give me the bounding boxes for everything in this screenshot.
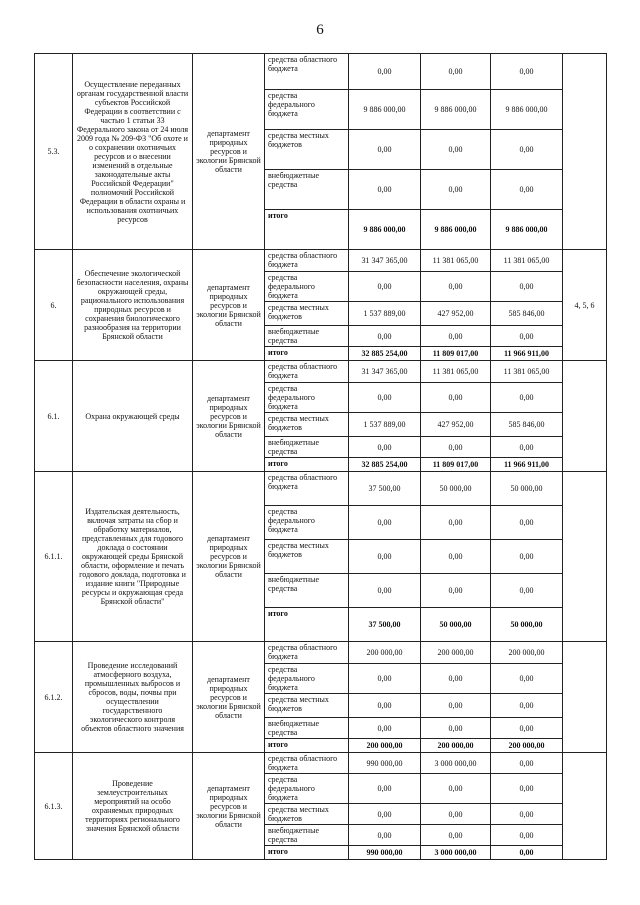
funding-source: средства федерального бюджета xyxy=(265,383,349,413)
value-year-3: 11 966 911,00 xyxy=(491,458,563,472)
value-year-3: 0,00 xyxy=(491,574,563,608)
value-year-2: 9 886 000,00 xyxy=(421,90,491,130)
funding-source: средства федерального бюджета xyxy=(265,774,349,804)
row-number: 6.1.2. xyxy=(35,642,73,753)
value-year-1: 0,00 xyxy=(349,540,421,574)
table-row xyxy=(35,642,607,664)
row-number: 6. xyxy=(35,250,73,361)
row-number: 5.3. xyxy=(35,54,73,250)
value-year-2: 9 886 000,00 xyxy=(421,210,491,250)
executor: департамент природных ресурсов и экологии Брянской области xyxy=(193,361,265,472)
measure-name: Осуществление переданных органам государственной власти субъектов Российской Федерации в соответствии с частью 1 статьи 33 Федерального закона от 24 июля 2009 года № 209-ФЗ "Об охоте и о сохранении охотничьих ресурсов и о внесении изменений в отдельные законодательные акты Российской Федерации" полномочий Российской Федерации в области охраны и использования охотничьих ресурсов xyxy=(73,54,193,250)
funding-source: средства областного бюджета xyxy=(265,361,349,383)
program-table xyxy=(34,53,607,860)
value-year-2: 427 952,00 xyxy=(421,413,491,437)
value-year-1: 32 885 254,00 xyxy=(349,458,421,472)
value-year-1: 990 000,00 xyxy=(349,753,421,774)
value-year-1: 0,00 xyxy=(349,326,421,347)
value-year-1: 200 000,00 xyxy=(349,739,421,753)
value-year-2: 0,00 xyxy=(421,506,491,540)
value-year-2: 11 809 017,00 xyxy=(421,458,491,472)
value-year-2: 0,00 xyxy=(421,804,491,825)
funding-source: итого xyxy=(265,846,349,860)
value-year-2: 0,00 xyxy=(421,718,491,739)
value-year-3: 0,00 xyxy=(491,383,563,413)
value-year-1: 9 886 000,00 xyxy=(349,210,421,250)
funding-source: внебюджетные средства xyxy=(265,437,349,458)
value-year-3: 200 000,00 xyxy=(491,739,563,753)
funding-source: средства местных бюджетов xyxy=(265,540,349,574)
value-year-2: 200 000,00 xyxy=(421,739,491,753)
value-year-3: 11 381 065,00 xyxy=(491,250,563,272)
funding-source: средства местных бюджетов xyxy=(265,302,349,326)
value-year-1: 990 000,00 xyxy=(349,846,421,860)
value-year-2: 3 000 000,00 xyxy=(421,753,491,774)
value-year-2: 11 381 065,00 xyxy=(421,361,491,383)
value-year-3: 11 966 911,00 xyxy=(491,347,563,361)
value-year-1: 0,00 xyxy=(349,170,421,210)
value-year-1: 0,00 xyxy=(349,383,421,413)
value-year-3: 0,00 xyxy=(491,664,563,694)
value-year-1: 0,00 xyxy=(349,694,421,718)
value-year-2: 0,00 xyxy=(421,825,491,846)
value-year-1: 37 500,00 xyxy=(349,472,421,506)
value-year-2: 50 000,00 xyxy=(421,472,491,506)
funding-source: средства областного бюджета xyxy=(265,472,349,506)
value-year-3: 50 000,00 xyxy=(491,608,563,642)
funding-source: средства областного бюджета xyxy=(265,642,349,664)
value-year-3: 0,00 xyxy=(491,170,563,210)
value-year-3: 585 846,00 xyxy=(491,413,563,437)
value-year-3: 9 886 000,00 xyxy=(491,90,563,130)
value-year-2: 0,00 xyxy=(421,774,491,804)
funding-source: внебюджетные средства xyxy=(265,326,349,347)
measure-name: Охрана окружающей среды xyxy=(73,361,193,472)
value-year-1: 31 347 365,00 xyxy=(349,250,421,272)
value-year-1: 0,00 xyxy=(349,130,421,170)
value-year-2: 0,00 xyxy=(421,574,491,608)
row-number: 6.1.3. xyxy=(35,753,73,860)
value-year-1: 0,00 xyxy=(349,437,421,458)
funding-source: средства федерального бюджета xyxy=(265,664,349,694)
value-year-2: 200 000,00 xyxy=(421,642,491,664)
table-row xyxy=(35,54,607,90)
funding-source: внебюджетные средства xyxy=(265,825,349,846)
value-year-3: 0,00 xyxy=(491,437,563,458)
funding-source: итого xyxy=(265,210,349,250)
funding-source: внебюджетные средства xyxy=(265,718,349,739)
value-year-3: 9 886 000,00 xyxy=(491,210,563,250)
funding-source: внебюджетные средства xyxy=(265,574,349,608)
value-year-2: 0,00 xyxy=(421,437,491,458)
indicator-refs xyxy=(563,54,607,250)
measure-name: Издательская деятельность, включая затраты на сбор и обработку материалов, представленных для годового доклада о состоянии окружающей среды Брянской области, оформление и печать годового доклада, подготовка и издание книги "Природные ресурсы и окружающая среда Брянской области" xyxy=(73,472,193,642)
value-year-1: 32 885 254,00 xyxy=(349,347,421,361)
measure-name: Проведение исследований атмосферного воздуха, промышленных выбросов и сбросов, воды, почвы при осуществлении государственного экологического контроля объектов областного значения xyxy=(73,642,193,753)
value-year-3: 50 000,00 xyxy=(491,472,563,506)
table-row xyxy=(35,472,607,506)
value-year-2: 0,00 xyxy=(421,130,491,170)
value-year-2: 0,00 xyxy=(421,664,491,694)
indicator-refs xyxy=(563,472,607,642)
executor: департамент природных ресурсов и экологии Брянской области xyxy=(193,54,265,250)
value-year-2: 427 952,00 xyxy=(421,302,491,326)
indicator-refs xyxy=(563,361,607,472)
value-year-2: 0,00 xyxy=(421,272,491,302)
funding-source: средства местных бюджетов xyxy=(265,413,349,437)
value-year-2: 11 381 065,00 xyxy=(421,250,491,272)
value-year-2: 0,00 xyxy=(421,170,491,210)
value-year-3: 0,00 xyxy=(491,753,563,774)
value-year-1: 1 537 889,00 xyxy=(349,413,421,437)
executor: департамент природных ресурсов и экологии Брянской области xyxy=(193,250,265,361)
value-year-1: 0,00 xyxy=(349,718,421,739)
value-year-1: 0,00 xyxy=(349,664,421,694)
value-year-1: 0,00 xyxy=(349,54,421,90)
value-year-3: 0,00 xyxy=(491,272,563,302)
executor: департамент природных ресурсов и экологии Брянской области xyxy=(193,642,265,753)
funding-source: средства местных бюджетов xyxy=(265,804,349,825)
funding-source: средства областного бюджета xyxy=(265,753,349,774)
value-year-3: 0,00 xyxy=(491,130,563,170)
value-year-1: 0,00 xyxy=(349,272,421,302)
value-year-2: 50 000,00 xyxy=(421,608,491,642)
value-year-3: 0,00 xyxy=(491,54,563,90)
measure-name: Обеспечение экологической безопасности населения, охраны окружающей среды, рационального использования природных ресурсов и сохранения биологического разнообразия на территории Брянской области xyxy=(73,250,193,361)
table-row xyxy=(35,361,607,383)
funding-source: средства областного бюджета xyxy=(265,250,349,272)
value-year-1: 0,00 xyxy=(349,825,421,846)
value-year-3: 11 381 065,00 xyxy=(491,361,563,383)
value-year-2: 0,00 xyxy=(421,383,491,413)
table-body xyxy=(35,54,607,860)
value-year-3: 0,00 xyxy=(491,804,563,825)
funding-source: средства местных бюджетов xyxy=(265,694,349,718)
value-year-2: 11 809 017,00 xyxy=(421,347,491,361)
row-number: 6.1. xyxy=(35,361,73,472)
value-year-2: 0,00 xyxy=(421,54,491,90)
page-number: 6 xyxy=(316,22,324,38)
funding-source: средства федерального бюджета xyxy=(265,506,349,540)
funding-source: средства федерального бюджета xyxy=(265,272,349,302)
value-year-3: 0,00 xyxy=(491,506,563,540)
value-year-3: 0,00 xyxy=(491,326,563,347)
indicator-refs xyxy=(563,642,607,753)
funding-source: итого xyxy=(265,347,349,361)
measure-name: Проведение землеустроительных мероприятий на особо охраняемых природных территориях регионального значения Брянской области xyxy=(73,753,193,860)
funding-source: внебюджетные средства xyxy=(265,170,349,210)
value-year-2: 3 000 000,00 xyxy=(421,846,491,860)
value-year-1: 1 537 889,00 xyxy=(349,302,421,326)
value-year-1: 37 500,00 xyxy=(349,608,421,642)
table-row xyxy=(35,753,607,774)
value-year-1: 0,00 xyxy=(349,804,421,825)
funding-source: итого xyxy=(265,739,349,753)
value-year-1: 0,00 xyxy=(349,574,421,608)
value-year-3: 200 000,00 xyxy=(491,642,563,664)
table-row xyxy=(35,250,607,272)
funding-source: итого xyxy=(265,608,349,642)
funding-source: итого xyxy=(265,458,349,472)
value-year-3: 0,00 xyxy=(491,774,563,804)
value-year-3: 0,00 xyxy=(491,540,563,574)
executor: департамент природных ресурсов и экологии Брянской области xyxy=(193,753,265,860)
funding-source: средства местных бюджетов xyxy=(265,130,349,170)
value-year-2: 0,00 xyxy=(421,694,491,718)
value-year-2: 0,00 xyxy=(421,540,491,574)
value-year-1: 200 000,00 xyxy=(349,642,421,664)
indicator-refs xyxy=(563,753,607,860)
value-year-3: 585 846,00 xyxy=(491,302,563,326)
funding-source: средства областного бюджета xyxy=(265,54,349,90)
value-year-1: 0,00 xyxy=(349,506,421,540)
executor: департамент природных ресурсов и экологии Брянской области xyxy=(193,472,265,642)
indicator-refs: 4, 5, 6 xyxy=(563,250,607,361)
value-year-1: 0,00 xyxy=(349,774,421,804)
funding-source: средства федерального бюджета xyxy=(265,90,349,130)
value-year-1: 9 886 000,00 xyxy=(349,90,421,130)
value-year-3: 0,00 xyxy=(491,825,563,846)
value-year-1: 31 347 365,00 xyxy=(349,361,421,383)
value-year-2: 0,00 xyxy=(421,326,491,347)
value-year-3: 0,00 xyxy=(491,846,563,860)
value-year-3: 0,00 xyxy=(491,718,563,739)
value-year-3: 0,00 xyxy=(491,694,563,718)
row-number: 6.1.1. xyxy=(35,472,73,642)
